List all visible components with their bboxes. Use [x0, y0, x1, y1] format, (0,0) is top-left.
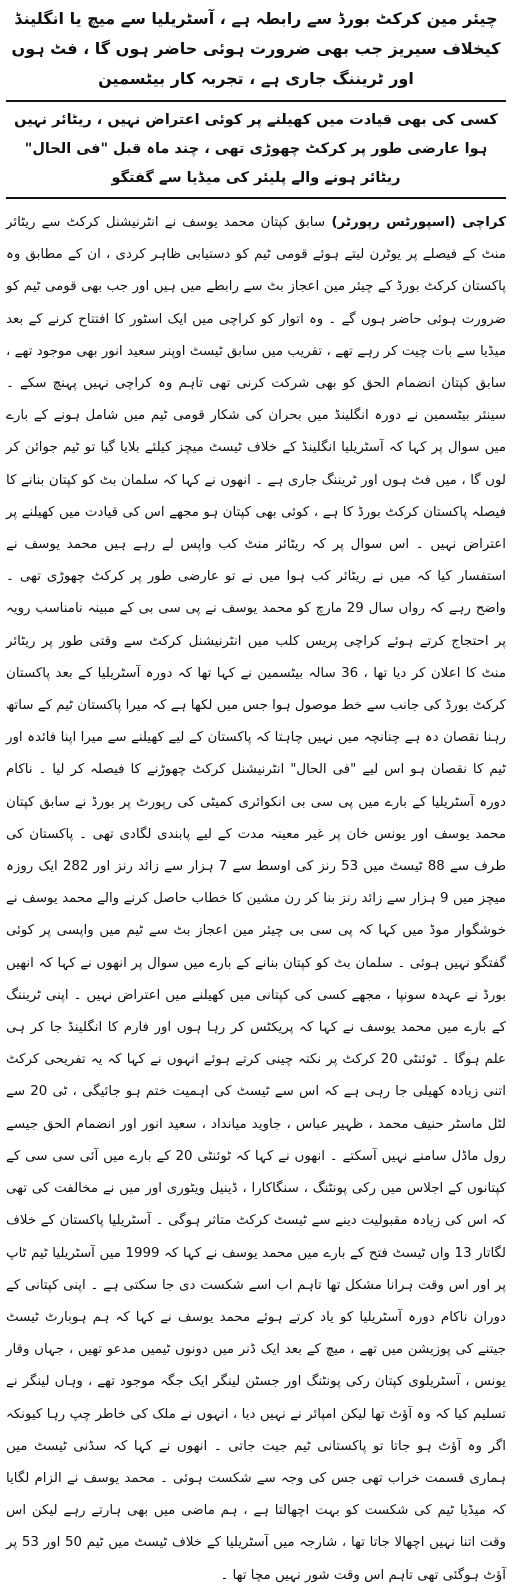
- subheadline-box: [6, 100, 506, 199]
- subheadline: کسی کی بھی قیادت میں کھیلنے پر کوئی اعتراض نہیں ، ریٹائر نہیں ہوا عارضی طور پر کرکٹ چھوڑی تھی ، چند ماہ قبل "فی الحال" ریٹائر ہونے والے پلیئر کی میڈیا سے گفتگو: [14, 112, 498, 186]
- headline: چیئر مین کرکٹ بورڈ سے رابطہ ہے ، آسٹریلیا سے میچ یا انگلینڈ کیخلاف سیریز جب بھی ضرورت ہوئی حاضر ہوں گا ، فٹ ہوں اور ٹریننگ جاری ہے ، تجربہ کار بیٹسمین: [11, 9, 501, 88]
- dateline: کراچی (اسپورٹس رپورٹر): [325, 215, 506, 230]
- article-text: سابق کپتان محمد یوسف نے انٹرنیشنل کرکٹ سے ریٹائر منٹ کے فیصلے پر یوٹرن لیتے ہوئے قومی ٹیم کو دستیابی ظاہر کردی ، ان کے مطابق وہ پاکستان کرکٹ بورڈ کے چیئر مین اعجاز بٹ سے رابطے میں ہیں اور جب بھی قومی ٹیم کو ضرورت ہوئی حاضر ہوں گے ۔ وہ اتوار کو کراچی میں ایک اسٹور کا افتتاح کرنے کے بعد میڈیا سے بات چیت کر رہے تھے ، تقریب میں سابق ٹیسٹ اوپنر سعید انور بھی موجود تھے ، سابق کپتان انضمام الحق کو بھی شرکت کرنی تھی تاہم وہ کراچی نہیں پہنچ سکے ۔ سینئر بیٹسمین نے دورہ انگلینڈ میں بحران کی شکار قومی ٹیم میں شامل ہونے کے بارے میں سوال پر کہا کہ آسٹریلیا انگلینڈ کے خلاف ٹیسٹ میچز کیلئے بلایا گیا تو ٹیم جوائن کر لوں گا ، میں فٹ ہوں اور ٹریننگ جاری ہے ۔ انھوں نے کہا کہ سلمان بٹ کو کپتان بنانے کا فیصلہ پاکستان کرکٹ بورڈ کا ہے ، کوئی بھی کپتان ہو مجھے اس کی قیادت میں کھیلنے پر اعتراض نہیں ۔ اس سوال پر کہ ریٹائر منٹ کب واپس لے رہے ہیں محمد یوسف نے استفسار کیا کہ میں نے ریٹائر کب ہوا میں نے تو عارضی طور پر کرکٹ چھوڑی تھی ۔ واضح رہے کہ رواں سال 29 مارچ کو محمد یوسف نے پی سی بی کے مبینہ نامناسب رویہ پر احتجاج کرتے ہوئے کراچی پریس کلب میں انٹرنیشنل کرکٹ سے وقتی طور پر ریٹائر منٹ کا اعلان کر دیا تھا ، 36 سالہ بیٹسمین نے کہا تھا کہ دورہ آسٹریلیا کے بعد پاکستان کرکٹ بورڈ کی جانب سے خط موصول ہوا جس میں لکھا ہے کہ میرا پاکستان ٹیم کے ساتھ رہنا نقصان دہ ہے چنانچہ میں نہیں چاہتا کہ پاکستان کے لیے کھیلنے سے میرا اپنا فائدہ اور ٹیم کا نقصان ہو اس لیے "فی الحال" انٹرنیشنل کرکٹ چھوڑنے کا فیصلہ کر لیا ۔ ناکام دورہ آسٹریلیا کے بارے میں پی سی بی انکوائری کمیٹی کی رپورٹ پر بورڈ نے سابق کپتان محمد یوسف اور یونس خان پر غیر معینہ مدت کے لیے پابندی لگادی تھی ۔ پاکستان کی طرف سے 88 ٹیسٹ میں 53 رنز کی اوسط سے 7 ہزار سے زائد رنز اور 282 ایک روزہ میچز میں 9 ہزار سے زائد رنز بنا کر رن مشین کا خطاب حاصل کرنے والے محمد یوسف نے خوشگوار موڈ میں کہا کہ پی سی بی چیئر مین اعجاز بٹ سے ٹیم میں واپسی پر کوئی گفتگو نہیں ہوئی ۔ سلمان بٹ کو کپتان بنانے کے بارے میں سوال پر انھوں نے کہا کہ انھیں بورڈ نے عہدہ سونپا ، مجھے کسی کی کپتانی میں کھیلنے میں اعتراض نہیں ۔ اپنی ٹریننگ کے بارے میں محمد یوسف نے کہا کہ پریکٹس کر رہا ہوں اور فارم کا انگلینڈ جا کر ہی علم ہوگا ۔ ٹوئنٹی 20 کرکٹ پر نکتہ چینی کرتے ہوئے انہوں نے کہا کہ یہ تفریحی کرکٹ اتنی زیادہ کھیلی جا رہی ہے کہ اس سے ٹیسٹ کی اہمیت ختم ہو جائیگی ، ٹی 20 سے لٹل ماسٹر حنیف محمد ، ظہیر عباس ، جاوید میانداد ، سعید انور اور انضمام الحق جیسے رول ماڈل سامنے نہیں آسکتے ۔ انھوں نے کہا کہ ٹوئنٹی 20 کے بارے میں آئی سی سی کے کپتانوں کے اجلاس میں رکی پونٹنگ ، سنگاکارا ، ڈینیل ویٹوری اور میں نے مخالفت کی تھی کہ اس کی زیادہ مقبولیت دینے سے ٹیسٹ کرکٹ متاثر ہوگی ۔ آسٹریلیا پاکستان کے خلاف لگاتار 13 واں ٹیسٹ فتح کے بارے میں محمد یوسف نے کہا کہ 1999 میں آسٹریلیا ٹیم ٹاپ پر اور اس وقت ہرانا مشکل تھا تاہم اب اسے شکست دی جا سکتی ہے ۔ اپنی کپتانی کے دوران ناکام دورہ آسٹریلیا کو یاد کرتے ہوئے محمد یوسف نے کہا کہ ہم ہوبارٹ ٹیسٹ جیتنے کی پوزیشن میں تھے ، میچ کے بعد ایک ڈنر میں دونوں ٹیمیں مدعو تھیں ، جہاں وقار یونس ، آسٹریلوی کپتان رکی پونٹنگ اور جسٹن لینگر ایک جگہ موجود تھے ، وہاں لینگر نے تسلیم کیا کہ وہ آؤٹ تھا لیکن امپائر نے نہیں دیا ، انہوں نے ملک کی خاطر چپ رہا کیونکہ اگر وہ آؤٹ ہو جاتا تو پاکستانی ٹیم جیت جاتی ۔ انھوں نے کہا کہ سڈنی ٹیسٹ میں ہماری قسمت خراب تھی جس کی وجہ سے شکست ہوئی ۔ محمد یوسف نے الزام لگایا کہ میڈیا ٹیم کی شکست کو بہت اچھالتا ہے ، ہم ماضی میں بھی ہارتے رہے لیکن اس وقت اتنا نہیں اچھالا جاتا تھا ، شارجہ میں آسٹریلیا کے خلاف ٹیسٹ میں ٹیم 50 اور 53 پر آؤٹ ہوگئی تھی تاہم اس وقت شور نہیں مچا تھا ۔: [6, 215, 507, 1583]
- article-body: [6, 207, 506, 1592]
